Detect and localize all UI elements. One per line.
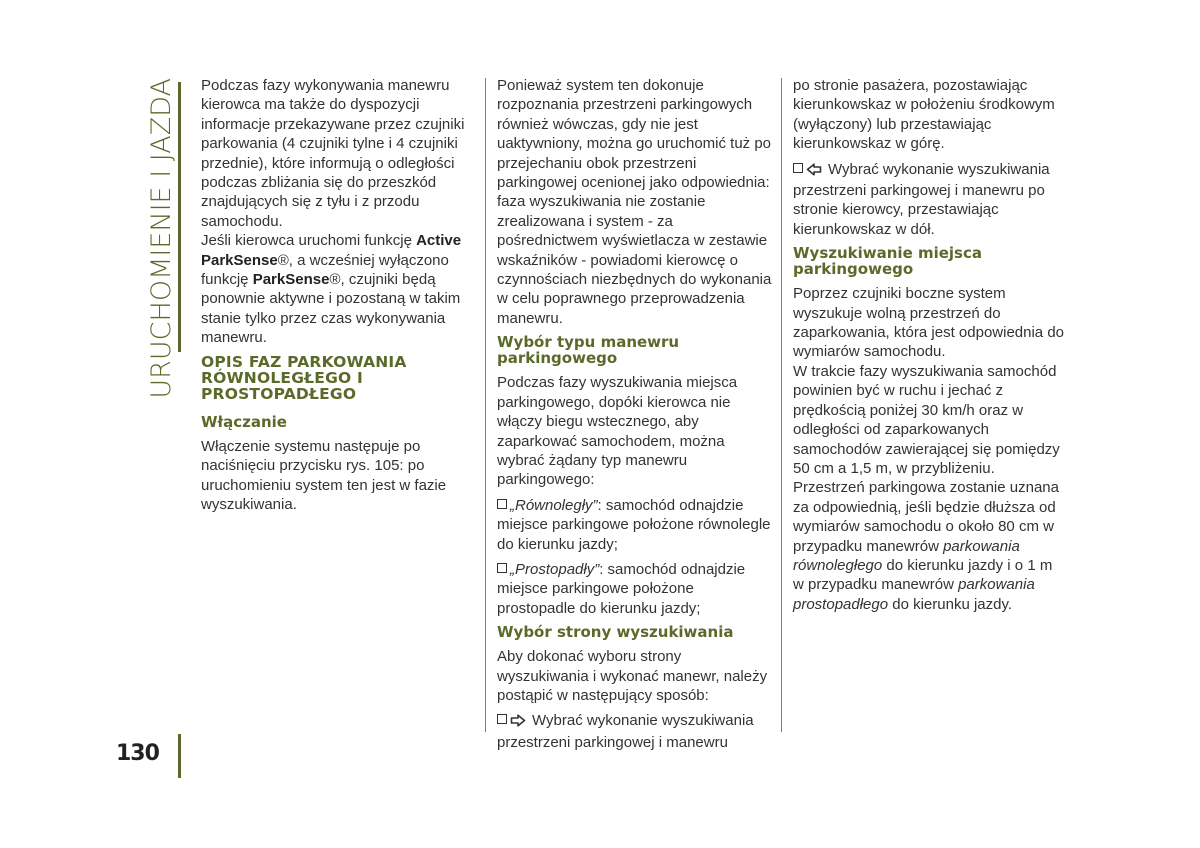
subheading: Wyszukiwanie miejsca parkingowego — [793, 244, 983, 279]
list-item — [497, 711, 772, 752]
column-divider — [781, 78, 782, 732]
paragraph: Podczas fazy wykonywania manewru kierowca ma także do dyspozycji informacje przekazywane przez czujniki parkowania (4 czujniki tylne i 4 czujniki przednie), które informują o odległości podczas zbliżania się do przeszkód znajdujących się z tyłu i z przodu samochodu. — [201, 77, 465, 230]
subheading: Wybór typu manewru parkingowego — [497, 333, 680, 368]
text: Wybrać wykonanie wyszukiwania przestrzeni parkingowej i manewru po stronie kierowcy, przestawiając kierunkowskaz w dół. — [793, 160, 1050, 238]
paragraph: Podczas fazy wyszukiwania miejsca parkingowego, dopóki kierowca nie włączy biegu wstecznego, aby zaparkować samochodem, można wybrać żądany typ manewru parkingowego: — [497, 374, 738, 489]
subheading: Włączanie — [201, 412, 287, 431]
text: ®, czujniki będą ponownie aktywne i pozostaną w takim stanie tylko przez czas wykonywania manewru. — [201, 271, 461, 347]
paragraph: Włączenie systemu następuje po naciśnięciu przycisku rys. 105: po uruchomieniu system ten jest w fazie wyszukiwania. — [201, 437, 447, 513]
text: Przestrzeń parkingowa zostanie uznana za odpowiednią, jeśli będzie dłuższa od wymiarów samochodu o około 80 cm w przypadku manewrów — [793, 479, 1059, 555]
list-item — [793, 160, 1065, 240]
arrow-right-icon — [510, 713, 526, 732]
page-number: 130 — [116, 741, 159, 766]
paragraph-active-parksense — [201, 231, 473, 347]
paragraph: Poprzez czujniki boczne system wyszukuje wolną przestrzeń do zaparkowania, która jest odpowiednia do wymiarów samochodu. — [793, 285, 1065, 361]
italic-term: „Równoległy” — [510, 496, 598, 514]
paragraph-space-criteria — [793, 478, 1065, 614]
text: do kierunku jazdy i o 1 m w przypadku manewrów — [793, 556, 1053, 594]
column-2 — [497, 76, 772, 758]
section-title-text: URUCHOMIENIE I JAZDA — [146, 78, 177, 399]
section-rule — [178, 82, 181, 352]
arrow-left-icon — [806, 162, 822, 181]
checkbox-icon — [497, 563, 507, 573]
list-item — [497, 496, 772, 554]
text: Jeśli kierowca uruchomi funkcję — [201, 232, 417, 250]
column-3 — [793, 76, 1065, 620]
column-1 — [201, 76, 473, 520]
page-number-rule — [178, 734, 181, 778]
paragraph: Ponieważ system ten dokonuje rozpoznania przestrzeni parkingowych również wówczas, gdy nie jest uaktywniony, można go uruchomić tuż po przejechaniu obok przestrzeni parkingowej ocenionej jako odpowiednia: faza wyszukiwania nie zostanie zrealizowana i system - za pośrednictwem wyświetlacza w zestawie wskaźników - powiadomi kierowcę o czynnościach niezbędnych do wykonania w celu poprawnego przeprowadzenia manewru. — [497, 77, 772, 327]
checkbox-icon — [497, 714, 507, 724]
paragraph: Aby dokonać wyboru strony wyszukiwania i wykonać manewr, należy postąpić w następujący sposób: — [497, 648, 768, 704]
text: Wybrać wykonanie wyszukiwania przestrzeni parkingowej i manewru — [497, 712, 754, 751]
text: : samochód odnajdzie miejsce parkingowe położone równolegle do kierunku jazdy; — [497, 496, 771, 553]
italic-term: parkowania równoległego — [793, 537, 1020, 574]
bold-term: ParkSense — [252, 271, 330, 289]
column-divider — [485, 78, 486, 732]
italic-term: „Prostopadły” — [510, 560, 600, 578]
italic-term: parkowania prostopadłego — [793, 576, 1035, 613]
paragraph: W trakcie fazy wyszukiwania samochód powinien być w ruchu i jechać z prędkością poniżej 30 km/h oraz w odległości od zaparkowanych samochodów zawierającej się pomiędzy 50 cm a 1,5 m, w przybliżeniu. — [793, 362, 1060, 477]
text: : samochód odnajdzie miejsce parkingowe położone prostopadle do kierunku jazdy; — [497, 560, 746, 617]
bold-term: Active ParkSense — [201, 232, 462, 269]
text: ®, a wcześniej wyłączono funkcję — [201, 251, 449, 289]
checkbox-icon — [793, 163, 803, 173]
subheading: Wybór strony wyszukiwania — [497, 623, 734, 642]
paragraph: po stronie pasażera, pozostawiając kierunkowskaz w położeniu środkowym (wyłączony) lub przestawiając kierunkowskaz w górę. — [793, 77, 1055, 153]
list-item — [497, 560, 772, 618]
checkbox-icon — [497, 499, 507, 509]
section-heading: OPIS FAZ PARKOWANIA RÓWNOLEGŁEGO I PROSTOPADŁEGO — [201, 352, 407, 403]
text: do kierunku jazdy. — [888, 595, 1013, 613]
